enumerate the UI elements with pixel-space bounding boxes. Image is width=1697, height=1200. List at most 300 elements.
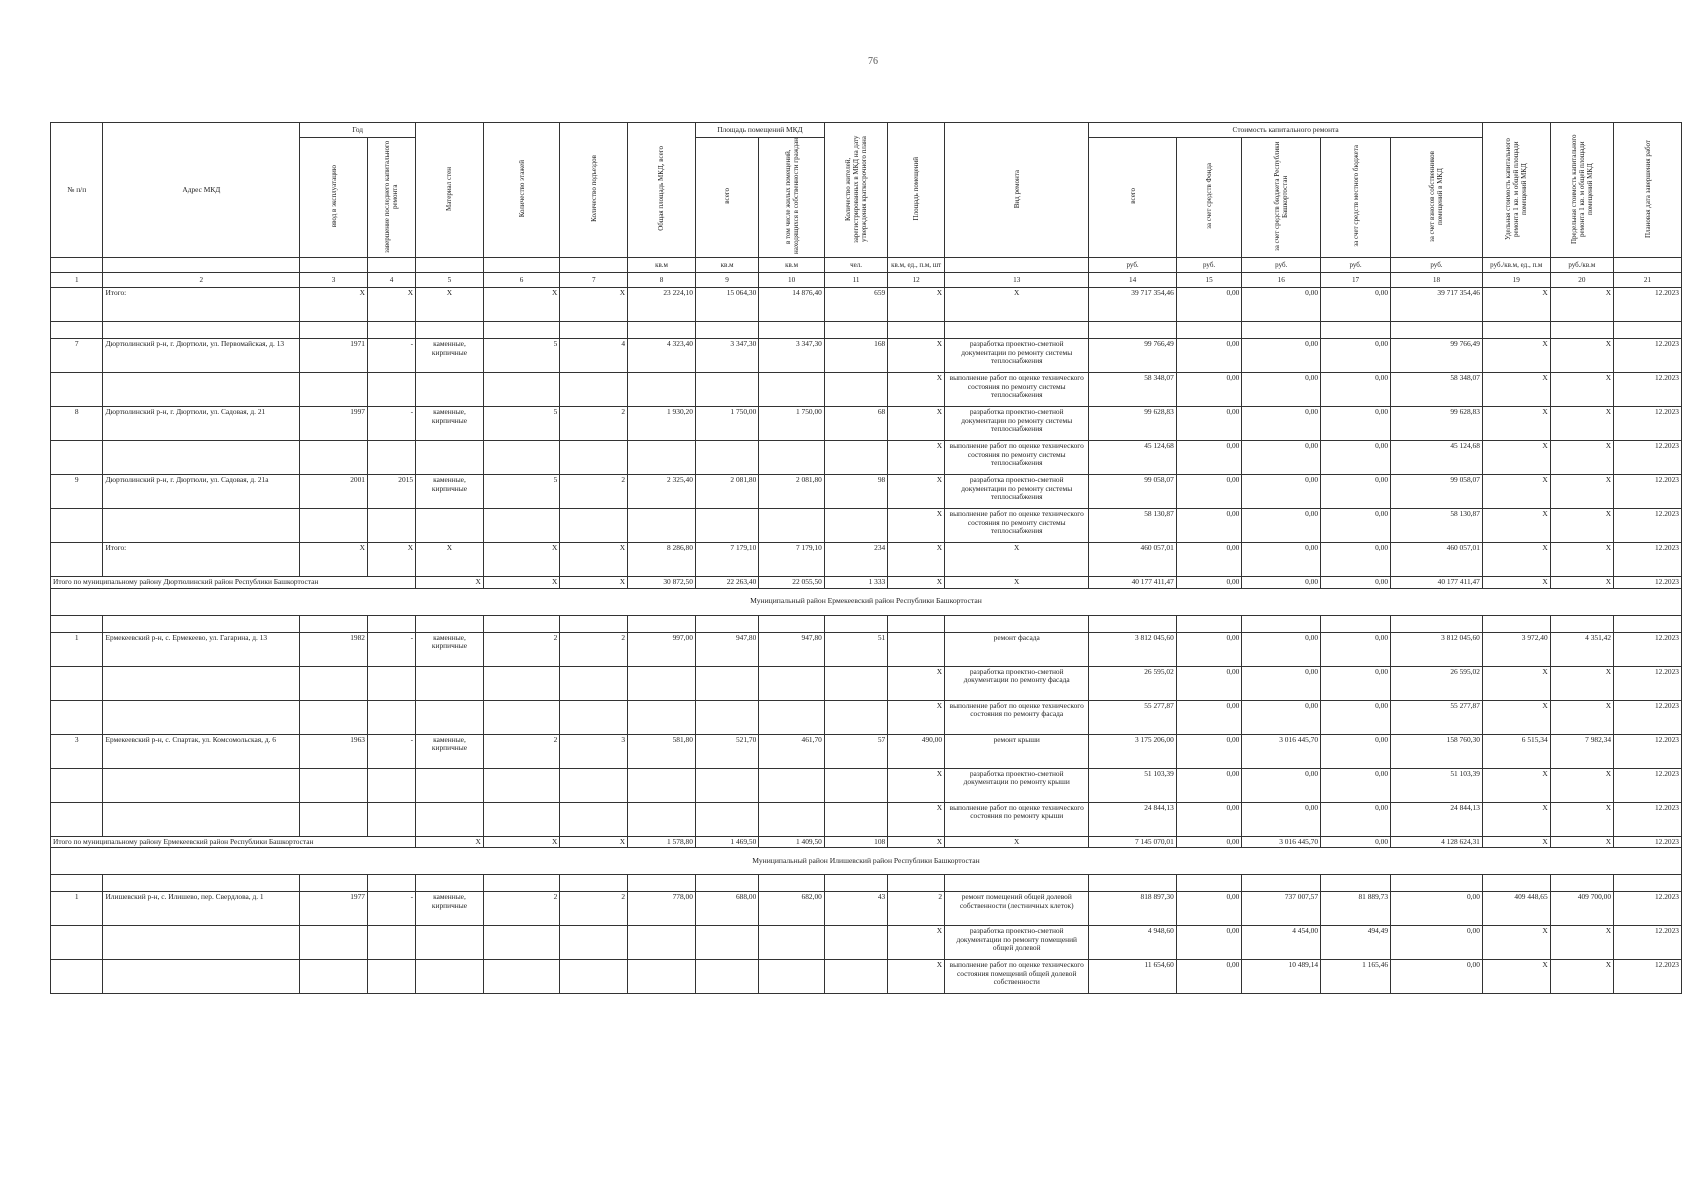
municipality-header-row [51,588,1682,615]
table-cell: Ермекеевский р-н, с. Ермекеево, ул. Гагарина, д. 13 [103,632,300,666]
units-row: кв.м кв.м кв.м чел. кв.м, ед., п.м, шт руб. руб. руб. руб. руб. руб./кв.м, ед., п.м руб./кв.м [51,258,1682,273]
table-cell [824,802,887,836]
table-cell: 81 889,73 [1321,892,1391,926]
table-cell: 0,00 [1391,960,1483,994]
table-cell: 0,00 [1242,288,1321,322]
table-cell: 12.2023 [1614,666,1682,700]
table-row [51,288,1682,322]
table-cell: 778,00 [628,892,696,926]
table-cell: - [367,892,415,926]
table-cell: 1 750,00 [759,407,825,441]
municipality-title: Муниципальный район Ермекеевский район Республики Башкортостан [51,588,1682,615]
table-cell: 0,00 [1242,543,1321,577]
table-cell: X [1550,802,1613,836]
spacer-row [51,615,1682,632]
total-label: Итого по муниципальному району Дюртюлинский район Республики Башкортостан [51,577,416,589]
column-number: 7 [560,273,628,288]
table-cell [51,441,103,475]
table-cell: X [945,836,1089,848]
table-cell: 0,00 [1321,441,1391,475]
table-cell: X [1550,926,1613,960]
header-cost-total: всего [1089,138,1176,258]
table-cell: 0,00 [1391,892,1483,926]
table-cell [759,666,825,700]
table-cell: Дюртюлинский р-н, г. Дюртюли, ул. Первомайская, д. 13 [103,339,300,373]
table-cell [628,509,696,543]
table-cell [300,926,368,960]
table-cell: каменные, кирпичные [416,632,484,666]
table-cell [416,802,484,836]
table-cell: 12.2023 [1614,509,1682,543]
table-cell: 12.2023 [1614,407,1682,441]
table-cell: 68 [824,407,887,441]
table-cell: 6 515,34 [1482,734,1550,768]
table-cell: X [1482,339,1550,373]
table-cell: 947,80 [695,632,758,666]
table-cell [628,441,696,475]
column-number: 4 [367,273,415,288]
table-cell: 0,00 [1321,632,1391,666]
table-cell: 58 130,87 [1391,509,1483,543]
table-cell: ремонт фасада [945,632,1089,666]
table-cell [695,373,758,407]
table-cell [560,700,628,734]
column-number: 18 [1391,273,1483,288]
header-completion-date: Плановая дата завершения работ [1614,123,1682,258]
table-cell: 22 263,40 [695,577,758,589]
table-cell: 409 700,00 [1550,892,1613,926]
table-cell: выполнение работ по оценке технического состояния по ремонту системы теплоснабжения [945,373,1089,407]
table-cell [560,768,628,802]
table-cell: X [1482,288,1550,322]
table-cell: 3 347,30 [695,339,758,373]
table-cell: 1 750,00 [695,407,758,441]
header-cost-fund: за счет средств Фонда [1176,138,1242,258]
header-max-cost: Предельная стоимость капитального ремонта 1 кв. м общей площади помещений МКД [1550,123,1613,258]
table-cell: X [888,373,945,407]
table-cell: 0,00 [1176,892,1242,926]
table-cell [483,802,560,836]
table-cell: 2 081,80 [695,475,758,509]
table-cell [300,960,368,994]
header-address: Адрес МКД [103,123,300,258]
header-unit-cost: Удельная стоимость капитального ремонта 1 кв. м общей площади помещений МКД [1482,123,1550,258]
table-cell: 15 064,30 [695,288,758,322]
column-number: 9 [695,273,758,288]
table-cell [628,768,696,802]
header-cost-owners: за счет взносов собственников помещений в МКД [1391,138,1483,258]
table-cell [103,768,300,802]
table-row [51,768,1682,802]
table-cell: 99 628,83 [1391,407,1483,441]
table-cell: 23 224,10 [628,288,696,322]
spacer-row [51,322,1682,339]
table-cell [483,666,560,700]
table-cell: 12.2023 [1614,288,1682,322]
table-cell: 2 [483,892,560,926]
table-cell: 0,00 [1242,373,1321,407]
table-cell: 0,00 [1321,475,1391,509]
table-cell: 12.2023 [1614,632,1682,666]
table-cell [103,700,300,734]
table-cell: 0,00 [1176,768,1242,802]
table-cell: 2015 [367,475,415,509]
header-total-area: Общая площадь МКД, всего [628,123,696,258]
table-cell [560,373,628,407]
table-cell: 0,00 [1321,543,1391,577]
table-cell: 0,00 [1321,288,1391,322]
table-cell [560,441,628,475]
table-cell: 0,00 [1242,802,1321,836]
table-cell: 0,00 [1321,734,1391,768]
table-cell [483,960,560,994]
table-cell [103,926,300,960]
municipality-title: Муниципальный район Илишевский район Республики Башкортостан [51,848,1682,875]
table-cell [300,666,368,700]
table-cell: 57 [824,734,887,768]
table-cell: каменные, кирпичные [416,339,484,373]
table-cell: X [1550,836,1613,848]
table-row [51,475,1682,509]
table-cell [888,632,945,666]
table-cell: 1982 [300,632,368,666]
column-number: 10 [759,273,825,288]
table-cell: 51 [824,632,887,666]
table-cell [300,441,368,475]
table-row [51,892,1682,926]
municipality-header-row [51,848,1682,875]
table-cell [483,926,560,960]
table-cell: 12.2023 [1614,836,1682,848]
table-cell: 14 876,40 [759,288,825,322]
table-cell: X [945,288,1089,322]
table-cell: 2 [483,632,560,666]
table-cell: X [300,543,368,577]
table-cell: ремонт крыши [945,734,1089,768]
table-cell: Итого: [103,288,300,322]
table-cell: 3 016 445,70 [1242,836,1321,848]
table-cell [560,802,628,836]
table-cell: X [888,441,945,475]
table-cell [103,802,300,836]
table-cell: 997,00 [628,632,696,666]
table-cell: выполнение работ по оценке технического состояния по ремонту системы теплоснабжения [945,509,1089,543]
table-cell: разработка проектно-сметной документации по ремонту фасада [945,666,1089,700]
header-cost-republic: за счет средств бюджета Республики Башкортостан [1242,138,1321,258]
table-cell: 7 179,10 [695,543,758,577]
table-cell: выполнение работ по оценке технического состояния по ремонту фасада [945,700,1089,734]
table-cell: 7 145 070,01 [1089,836,1176,848]
table-cell: 108 [824,836,887,848]
table-cell [367,926,415,960]
table-cell: X [888,700,945,734]
table-cell: 45 124,68 [1089,441,1176,475]
table-cell: 12.2023 [1614,926,1682,960]
table-cell [560,960,628,994]
spacer-row [51,875,1682,892]
header-premises-area: Площадь помещений МКД [695,123,824,138]
table-cell: 0,00 [1176,700,1242,734]
table-cell: - [367,734,415,768]
table-cell: X [416,543,484,577]
table-cell: каменные, кирпичные [416,407,484,441]
column-number: 13 [945,273,1089,288]
table-cell: 168 [824,339,887,373]
table-cell: 2 [560,407,628,441]
table-cell: X [1482,475,1550,509]
table-cell: 3 972,40 [1482,632,1550,666]
table-cell: 682,00 [759,892,825,926]
table-row [51,926,1682,960]
table-cell: 2 081,80 [759,475,825,509]
table-row [51,373,1682,407]
table-cell: - [367,407,415,441]
table-cell: 818 897,30 [1089,892,1176,926]
table-cell: X [945,577,1089,589]
table-cell: X [483,577,560,589]
table-cell: 460 057,01 [1391,543,1483,577]
table-cell: X [888,543,945,577]
table-cell [759,768,825,802]
table-cell: 0,00 [1176,288,1242,322]
table-cell: X [1482,543,1550,577]
table-cell [824,960,887,994]
table-cell [367,441,415,475]
table-cell [367,509,415,543]
table-cell: X [888,339,945,373]
table-cell [300,768,368,802]
table-cell: 1971 [300,339,368,373]
table-cell [103,441,300,475]
table-cell: X [560,288,628,322]
table-cell: 0,00 [1242,700,1321,734]
table-cell: 0,00 [1242,441,1321,475]
table-cell [695,509,758,543]
header-last-repair: завершение последнего капитального ремонта [367,138,415,258]
table-cell: X [483,288,560,322]
table-cell: 22 055,50 [759,577,825,589]
table-cell [824,666,887,700]
table-cell [695,802,758,836]
table-cell: X [560,836,628,848]
table-cell: 2001 [300,475,368,509]
table-cell [759,802,825,836]
column-number: 5 [416,273,484,288]
table-cell [51,543,103,577]
table-cell: X [1482,836,1550,848]
table-cell [483,373,560,407]
table-cell: 10 489,14 [1242,960,1321,994]
table-cell: 0,00 [1176,407,1242,441]
table-cell: 43 [824,892,887,926]
table-cell: 0,00 [1242,632,1321,666]
table-cell: X [1550,960,1613,994]
table-cell [759,700,825,734]
table-cell: X [1550,543,1613,577]
table-cell: 1963 [300,734,368,768]
column-number: 17 [1321,273,1391,288]
table-cell: 4 948,60 [1089,926,1176,960]
table-cell: 0,00 [1242,768,1321,802]
table-row [51,339,1682,373]
table-cell: разработка проектно-сметной документации по ремонту системы теплоснабжения [945,407,1089,441]
table-cell [628,373,696,407]
column-number: 16 [1242,273,1321,288]
table-cell: 5 [483,339,560,373]
table-cell: X [1550,577,1613,589]
table-cell [759,926,825,960]
table-cell: 581,80 [628,734,696,768]
table-cell: 0,00 [1176,475,1242,509]
header-wall-material: Материал стен [416,123,484,258]
table-cell: 58 348,07 [1391,373,1483,407]
table-cell: 5 [483,407,560,441]
table-cell: 12.2023 [1614,475,1682,509]
table-cell: 0,00 [1321,802,1391,836]
table-cell [51,509,103,543]
table-cell: 0,00 [1176,339,1242,373]
table-cell: 0,00 [1242,339,1321,373]
table-cell: 3 [51,734,103,768]
table-cell: 1 930,20 [628,407,696,441]
table-cell: X [888,407,945,441]
table-cell [759,373,825,407]
table-cell: X [1482,407,1550,441]
table-cell: 30 872,50 [628,577,696,589]
table-cell: 58 348,07 [1089,373,1176,407]
table-cell: 12.2023 [1614,768,1682,802]
table-cell [367,768,415,802]
table-cell: выполнение работ по оценке технического состояния помещений общей долевой собственности [945,960,1089,994]
table-row [51,543,1682,577]
table-cell [51,960,103,994]
table-cell [51,802,103,836]
table-cell: Ермекеевский р-н, с. Спартак, ул. Комсомольская, д. 6 [103,734,300,768]
table-cell: X [560,543,628,577]
table-cell: разработка проектно-сметной документации по ремонту помещений общей долевой [945,926,1089,960]
table-cell: X [1482,441,1550,475]
table-cell: 688,00 [695,892,758,926]
municipality-total-row [51,836,1682,848]
header-commissioning: ввод в эксплуатацию [300,138,368,258]
table-cell: 0,00 [1176,577,1242,589]
table-cell [759,441,825,475]
table-cell: 234 [824,543,887,577]
table-cell: 99 058,07 [1089,475,1176,509]
table-cell: 12.2023 [1614,441,1682,475]
table-cell: X [483,836,560,848]
table-cell: 1977 [300,892,368,926]
table-cell [695,441,758,475]
table-cell: 12.2023 [1614,802,1682,836]
table-cell: - [367,339,415,373]
table-cell: 947,80 [759,632,825,666]
table-cell [483,768,560,802]
table-cell: 0,00 [1176,960,1242,994]
table-cell [560,509,628,543]
table-row [51,700,1682,734]
table-cell: 1 [51,632,103,666]
column-number: 2 [103,273,300,288]
table-cell: 461,70 [759,734,825,768]
table-cell: каменные, кирпичные [416,734,484,768]
table-cell: 0,00 [1176,836,1242,848]
table-row [51,441,1682,475]
table-cell: 521,70 [695,734,758,768]
table-cell: X [300,288,368,322]
table-cell: X [888,666,945,700]
table-cell [367,960,415,994]
table-cell: X [1550,700,1613,734]
table-cell [695,768,758,802]
table-cell [695,666,758,700]
municipality-total-row [51,577,1682,589]
table-cell: 24 844,13 [1089,802,1176,836]
table-cell: X [945,543,1089,577]
table-cell: 3 812 045,60 [1089,632,1176,666]
table-cell: X [1482,509,1550,543]
table-cell: X [888,509,945,543]
table-cell: 0,00 [1321,666,1391,700]
table-cell: - [367,632,415,666]
table-cell: каменные, кирпичные [416,892,484,926]
table-cell [695,700,758,734]
page-number: 76 [868,56,878,67]
table-cell [628,666,696,700]
table-cell: X [1550,441,1613,475]
table-cell: 1997 [300,407,368,441]
table-cell [367,700,415,734]
table-cell: 659 [824,288,887,322]
table-cell: 39 717 354,46 [1391,288,1483,322]
table-cell: 158 760,30 [1391,734,1483,768]
table-cell: 12.2023 [1614,543,1682,577]
table-cell [103,960,300,994]
table-cell: 0,00 [1176,373,1242,407]
table-cell: 12.2023 [1614,960,1682,994]
table-cell: 40 177 411,47 [1089,577,1176,589]
table-cell: каменные, кирпичные [416,475,484,509]
table-cell: 0,00 [1176,926,1242,960]
table-cell: 1 578,80 [628,836,696,848]
table-cell: 1 [51,892,103,926]
table-cell: 3 347,30 [759,339,825,373]
table-cell: 11 654,60 [1089,960,1176,994]
table-cell [103,509,300,543]
column-number: 20 [1550,273,1613,288]
table-cell: 5 [483,475,560,509]
table-cell [367,666,415,700]
table-cell: 99 766,49 [1391,339,1483,373]
table-cell: X [1482,666,1550,700]
table-cell: 12.2023 [1614,373,1682,407]
table-cell: 3 016 445,70 [1242,734,1321,768]
table-cell: 409 448,65 [1482,892,1550,926]
table-cell: 7 179,10 [759,543,825,577]
table-cell: X [888,926,945,960]
table-cell: X [1550,373,1613,407]
table-cell: 51 103,39 [1391,768,1483,802]
header-floors: Количество этажей [483,123,560,258]
table-cell: 9 [51,475,103,509]
header-cost: Стоимость капитального ремонта [1089,123,1483,138]
table-cell: 1 409,50 [759,836,825,848]
table-cell: разработка проектно-сметной документации по ремонту системы теплоснабжения [945,339,1089,373]
table-cell: X [483,543,560,577]
column-number: 11 [824,273,887,288]
table-cell [51,373,103,407]
table-cell: 26 595,02 [1089,666,1176,700]
